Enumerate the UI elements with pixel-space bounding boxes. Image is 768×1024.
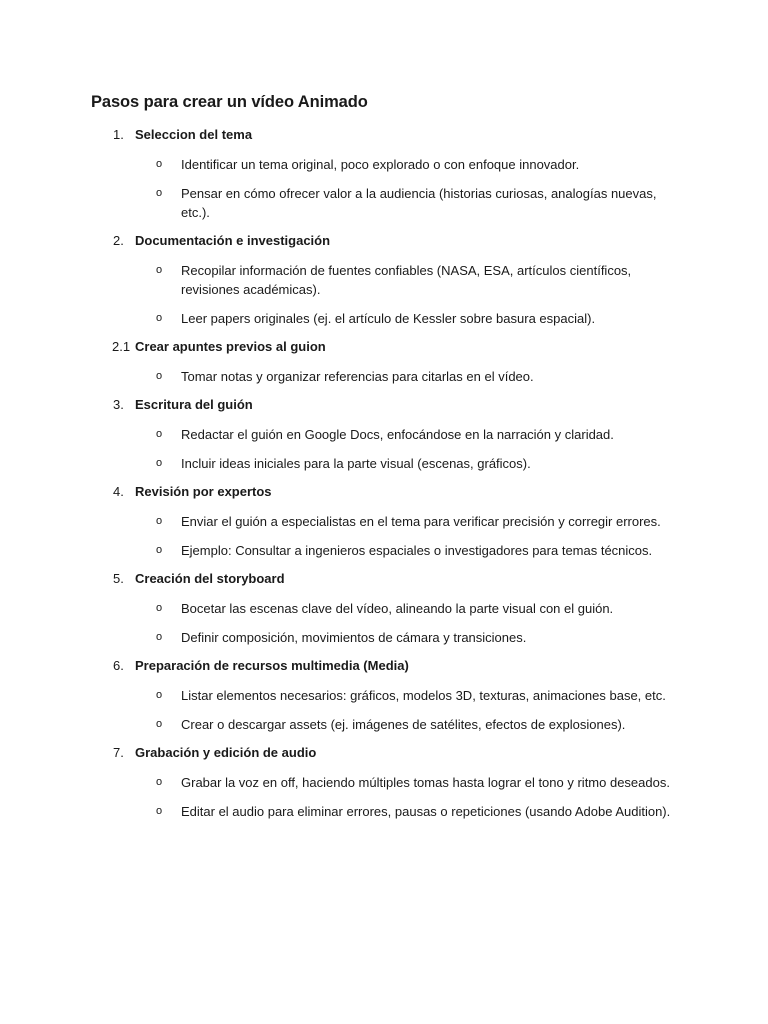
- bullet-list: [0, 773, 768, 821]
- step-item: [0, 338, 768, 386]
- step-heading: [0, 338, 768, 356]
- bullet-marker-icon: o: [156, 689, 163, 701]
- bullet-text: Redactar el guión en Google Docs, enfocándose en la narración y claridad.: [181, 427, 614, 442]
- step-item: [0, 232, 768, 328]
- bullet-item: [0, 367, 768, 386]
- bullet-marker-icon: o: [156, 158, 163, 170]
- bullet-text: Crear o descargar assets (ej. imágenes de satélites, efectos de explosiones).: [181, 717, 626, 732]
- bullet-marker-icon: o: [156, 602, 163, 614]
- step-number: 1.: [113, 127, 124, 142]
- bullet-marker-icon: o: [156, 805, 163, 817]
- bullet-list: [0, 512, 768, 560]
- step-number: 2.1: [112, 339, 131, 354]
- bullet-item: [0, 512, 768, 531]
- bullet-text: Ejemplo: Consultar a ingenieros espaciales o investigadores para temas técnicos.: [181, 543, 653, 558]
- step-item: [0, 744, 768, 821]
- bullet-item: [0, 715, 768, 734]
- bullet-item: [0, 184, 768, 222]
- step-item: [0, 126, 768, 222]
- bullet-list: [0, 155, 768, 222]
- step-number: 4.: [113, 484, 124, 499]
- bullet-text: Enviar el guión a especialistas en el tema para verificar precisión y corregir errores.: [181, 514, 661, 529]
- bullet-item: [0, 628, 768, 647]
- step-label: Preparación de recursos multimedia (Media): [135, 658, 409, 673]
- bullet-item: [0, 261, 768, 299]
- bullet-item: [0, 454, 768, 473]
- step-item: [0, 483, 768, 560]
- bullet-marker-icon: o: [156, 718, 163, 730]
- bullet-item: [0, 309, 768, 328]
- bullet-text: Incluir ideas iniciales para la parte visual (escenas, gráficos).: [181, 456, 531, 471]
- bullet-item: [0, 155, 768, 174]
- step-heading: [0, 396, 768, 414]
- bullet-text: Pensar en cómo ofrecer valor a la audiencia (historias curiosas, analogías nuevas, etc.).: [181, 186, 657, 220]
- bullet-item: [0, 599, 768, 618]
- step-label: Crear apuntes previos al guion: [135, 339, 326, 354]
- bullet-marker-icon: o: [156, 187, 163, 199]
- bullet-marker-icon: o: [156, 312, 163, 324]
- step-label: Documentación e investigación: [135, 233, 331, 248]
- bullet-item: [0, 425, 768, 444]
- bullet-text: Bocetar las escenas clave del vídeo, alineando la parte visual con el guión.: [181, 601, 614, 616]
- bullet-text: Grabar la voz en off, haciendo múltiples tomas hasta lograr el tono y ritmo deseados.: [181, 775, 670, 790]
- bullet-text: Leer papers originales (ej. el artículo de Kessler sobre basura espacial).: [181, 311, 596, 326]
- step-number: 7.: [113, 745, 124, 760]
- bullet-marker-icon: o: [156, 544, 163, 556]
- bullet-text: Recopilar información de fuentes confiables (NASA, ESA, artículos científicos, revisiones académicas).: [181, 263, 632, 297]
- step-heading: [0, 570, 768, 588]
- bullet-item: [0, 541, 768, 560]
- steps-list: [0, 126, 768, 831]
- bullet-marker-icon: o: [156, 457, 163, 469]
- bullet-text: Definir composición, movimientos de cámara y transiciones.: [181, 630, 527, 645]
- step-number: 3.: [113, 397, 124, 412]
- step-number: 6.: [113, 658, 124, 673]
- step-number: 2.: [113, 233, 124, 248]
- step-item: [0, 570, 768, 647]
- bullet-list: [0, 425, 768, 473]
- step-label: Escritura del guión: [135, 397, 253, 412]
- bullet-list: [0, 367, 768, 386]
- step-heading: [0, 483, 768, 501]
- document-title: Pasos para crear un vídeo Animado: [91, 93, 368, 111]
- bullet-text: Tomar notas y organizar referencias para citarlas en el vídeo.: [181, 369, 534, 384]
- bullet-marker-icon: o: [156, 264, 163, 276]
- step-label: Revisión por expertos: [135, 484, 272, 499]
- bullet-text: Editar el audio para eliminar errores, pausas o repeticiones (usando Adobe Audition).: [181, 804, 671, 819]
- bullet-list: [0, 261, 768, 328]
- step-item: [0, 657, 768, 734]
- step-heading: [0, 657, 768, 675]
- bullet-marker-icon: o: [156, 428, 163, 440]
- step-item: [0, 396, 768, 473]
- bullet-marker-icon: o: [156, 631, 163, 643]
- bullet-item: [0, 686, 768, 705]
- step-heading: [0, 126, 768, 144]
- bullet-list: [0, 686, 768, 734]
- step-label: Seleccion del tema: [135, 127, 253, 142]
- step-heading: [0, 744, 768, 762]
- step-heading: [0, 232, 768, 250]
- step-label: Creación del storyboard: [135, 571, 285, 586]
- step-number: 5.: [113, 571, 124, 586]
- bullet-text: Identificar un tema original, poco explorado o con enfoque innovador.: [181, 157, 580, 172]
- bullet-item: [0, 773, 768, 792]
- bullet-marker-icon: o: [156, 776, 163, 788]
- step-label: Grabación y edición de audio: [135, 745, 317, 760]
- bullet-marker-icon: o: [156, 515, 163, 527]
- bullet-marker-icon: o: [156, 370, 163, 382]
- bullet-list: [0, 599, 768, 647]
- bullet-item: [0, 802, 768, 821]
- bullet-text: Listar elementos necesarios: gráficos, modelos 3D, texturas, animaciones base, etc.: [181, 688, 666, 703]
